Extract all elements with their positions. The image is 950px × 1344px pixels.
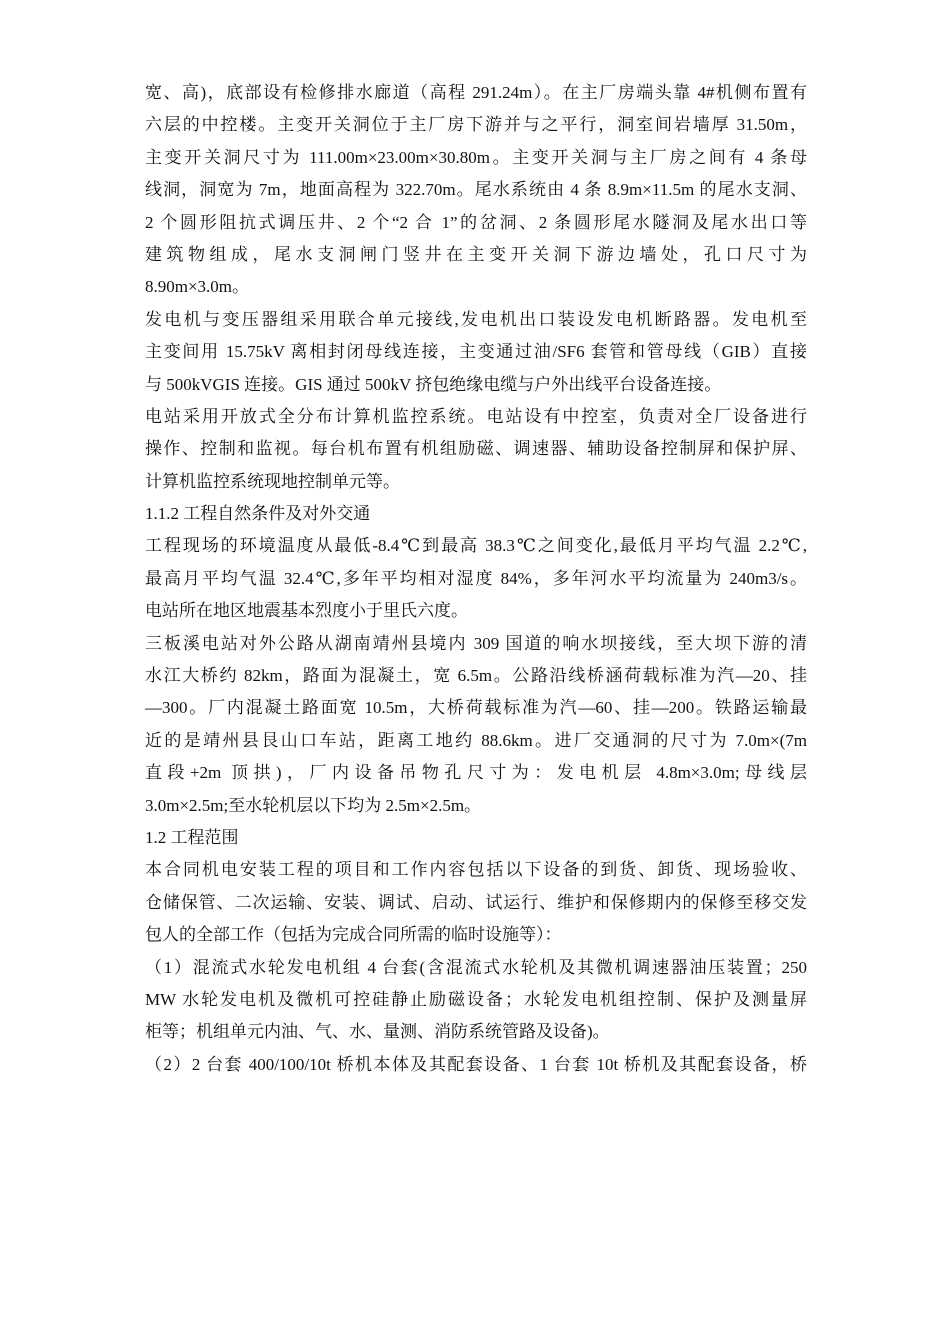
text-line: —300。厂内混凝土路面宽 10.5m，大桥荷载标准为汽—60、挂—200。铁路运输最 xyxy=(145,698,807,718)
text-line: 直段+2m 顶拱)，厂内设备吊物孔尺寸为：发电机层 4.8m×3.0m;母线层 xyxy=(145,763,807,783)
document-body xyxy=(145,77,807,1081)
text-line: 1.1.2 工程自然条件及对外交通 xyxy=(145,504,371,524)
text-line: 工程现场的环境温度从最低-8.4℃到最高 38.3℃之间变化,最低月平均气温 2.2℃, xyxy=(145,536,807,556)
text-line: 线洞，洞宽为 7m，地面高程为 322.70m。尾水系统由 4 条 8.9m×11.5m 的尾水支洞、 xyxy=(145,180,807,200)
text-line: 发电机与变压器组采用联合单元接线,发电机出口装设发电机断路器。发电机至 xyxy=(145,309,807,329)
text-line: 六层的中控楼。主变开关洞位于主厂房下游并与之平行，洞室间岩墙厚 31.50m， xyxy=(145,115,807,135)
text-line: 主变间用 15.75kV 离相封闭母线连接，主变通过油/SF6 套管和管母线（GIB）直接 xyxy=(145,342,807,362)
text-line: 与 500kVGIS 连接。GIS 通过 500kV 挤包绝缘电缆与户外出线平台设备连接。 xyxy=(145,374,722,394)
text-line: 近的是靖州县艮山口车站，距离工地约 88.6km。进厂交通洞的尺寸为 7.0m×(7m xyxy=(145,730,807,750)
text-line: 8.90m×3.0m。 xyxy=(145,277,250,297)
text-line: 3.0m×2.5m;至水轮机层以下均为 2.5m×2.5m。 xyxy=(145,795,482,815)
text-line: 最高月平均气温 32.4℃,多年平均相对湿度 84%，多年河水平均流量为 240m3/s。 xyxy=(145,568,807,588)
text-line: MW 水轮发电机及微机可控硅静止励磁设备；水轮发电机组控制、保护及测量屏 xyxy=(145,989,807,1009)
text-line: 本合同机电安装工程的项目和工作内容包括以下设备的到货、卸货、现场验收、 xyxy=(145,860,807,880)
text-line: 操作、控制和监视。每台机布置有机组励磁、调速器、辅助设备控制屏和保护屏、 xyxy=(145,439,807,459)
text-line: 水江大桥约 82km，路面为混凝土，宽 6.5m。公路沿线桥涵荷载标准为汽—20、挂 xyxy=(145,666,807,686)
text-line: 2 个圆形阻抗式调压井、2 个“2 合 1”的岔洞、2 条圆形尾水隧洞及尾水出口等 xyxy=(145,212,807,232)
text-line: 建筑物组成，尾水支洞闸门竖井在主变开关洞下游边墙处，孔口尺寸为 xyxy=(145,244,807,264)
text-line: （2）2 台套 400/100/10t 桥机本体及其配套设备、1 台套 10t 桥机及其配套设备，桥 xyxy=(145,1054,807,1074)
text-line: 计算机监控系统现地控制单元等。 xyxy=(145,471,400,491)
text-line: （1）混流式水轮发电机组 4 台套(含混流式水轮机及其微机调速器油压装置；250 xyxy=(145,957,807,977)
text-line: 宽、高)，底部设有检修排水廊道（高程 291.24m）。在主厂房端头靠 4#机侧布置有 xyxy=(145,83,807,102)
text-line: 柜等；机组单元内油、气、水、量测、消防系统管路及设备)。 xyxy=(145,1022,610,1042)
text-line: 1.2 工程范围 xyxy=(145,827,239,847)
text-line: 包人的全部工作（包括为完成合同所需的临时设施等）： xyxy=(145,925,562,945)
text-line: 电站所在地区地震基本烈度小于里氏六度。 xyxy=(145,601,468,621)
text-line: 三板溪电站对外公路从湖南靖州县境内 309 国道的响水坝接线，至大坝下游的清 xyxy=(145,633,807,653)
text-line: 仓储保管、二次运输、安装、调试、启动、试运行、维护和保修期内的保修至移交发 xyxy=(145,892,807,912)
text-line: 主变开关洞尺寸为 111.00m×23.00m×30.80m。主变开关洞与主厂房之间有 4 条母 xyxy=(145,147,807,167)
text-line: 电站采用开放式全分布计算机监控系统。电站设有中控室，负责对全厂设备进行 xyxy=(145,406,807,426)
